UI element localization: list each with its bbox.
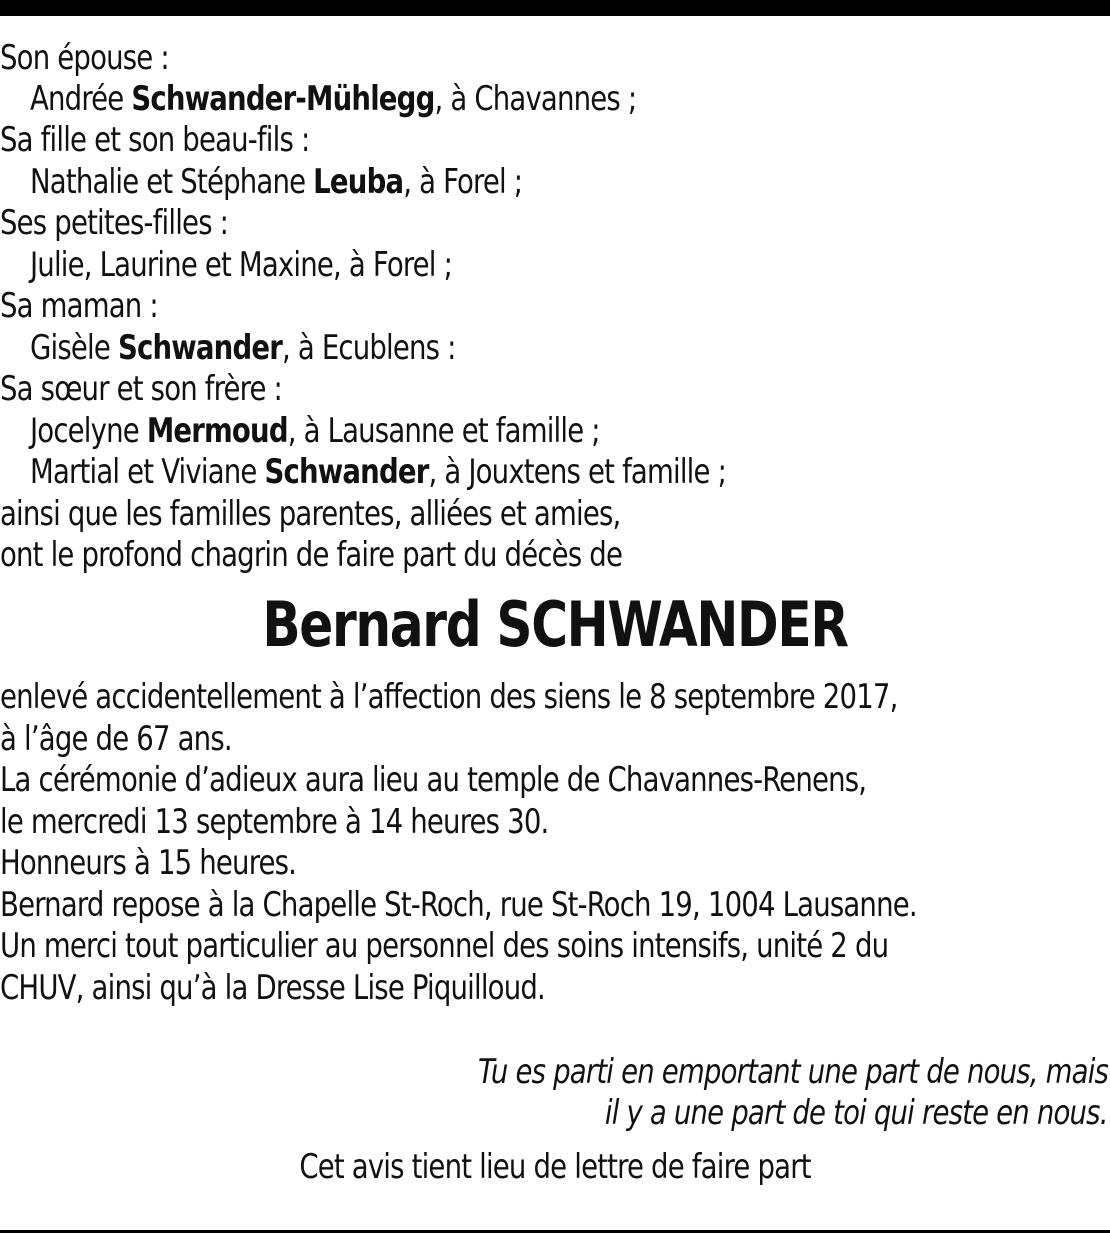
detail-line-6: Bernard repose à la Chapelle St-Roch, rue St-Roch 19, 1004 Lausanne. [0, 885, 917, 925]
quote-line-1: Tu es parti en emportant une part de nous, mais [477, 1052, 1108, 1092]
detail-line-5: Honneurs à 15 heures. [0, 843, 297, 883]
footer-note: Cet avis tient lieu de lettre de faire part [299, 1147, 811, 1187]
spouse-line [30, 78, 636, 120]
daughter-heading: Sa fille et son beau-fils : [0, 120, 310, 160]
spouse-heading: Son épouse : [0, 38, 169, 78]
brother-place: , à Jouxtens et famille ; [428, 452, 727, 492]
top-rule [0, 0, 1110, 16]
daughter-first: Nathalie et Stéphane [30, 162, 314, 202]
detail-line-3: La cérémonie d’adieux aura lieu au temple de Chavannes-Renens, [0, 760, 867, 800]
detail-line-4: le mercredi 13 septembre à 14 heures 30. [0, 802, 549, 842]
families-line: ainsi que les familles parentes, alliées et amies, [0, 494, 621, 534]
daughter-surname: Leuba [313, 162, 404, 202]
daughter-line [30, 161, 522, 203]
siblings-heading: Sa sœur et son frère : [0, 369, 282, 409]
mother-heading: Sa maman : [0, 286, 158, 326]
brother-line [30, 451, 726, 493]
sister-place: , à Lausanne et famille ; [287, 411, 600, 451]
granddaughters-line: Julie, Laurine et Maxine, à Forel ; [30, 245, 453, 285]
mother-surname: Schwander [117, 328, 282, 368]
detail-line-8: CHUV, ainsi qu’à la Dresse Lise Piquilloud. [0, 968, 545, 1008]
announcement-line: ont le profond chagrin de faire part du décès de [0, 535, 623, 575]
brother-first: Martial et Viviane [30, 452, 265, 492]
brother-surname: Schwander [264, 452, 429, 492]
mother-line [30, 327, 456, 369]
mother-first: Gisèle [30, 328, 118, 368]
bottom-rule [0, 1230, 1110, 1233]
sister-line [30, 410, 600, 452]
spouse-surname: Schwander-Mühlegg [131, 79, 435, 119]
sister-surname: Mermoud [146, 411, 288, 451]
granddaughters-heading: Ses petites-filles : [0, 203, 229, 243]
detail-line-2: à l’âge de 67 ans. [0, 719, 232, 759]
daughter-place: , à Forel ; [403, 162, 523, 202]
spouse-place: , à Chavannes ; [434, 79, 637, 119]
deceased-name: Bernard SCHWANDER [262, 588, 848, 661]
spouse-first: Andrée [30, 79, 132, 119]
detail-line-7: Un merci tout particulier au personnel des soins intensifs, unité 2 du [0, 926, 889, 966]
sister-first: Jocelyne [30, 411, 147, 451]
detail-line-1: enlevé accidentellement à l’affection des siens le 8 septembre 2017, [0, 677, 898, 717]
mother-place: , à Ecublens : [281, 328, 456, 368]
quote-line-2: il y a une part de toi qui reste en nous. [605, 1093, 1108, 1133]
